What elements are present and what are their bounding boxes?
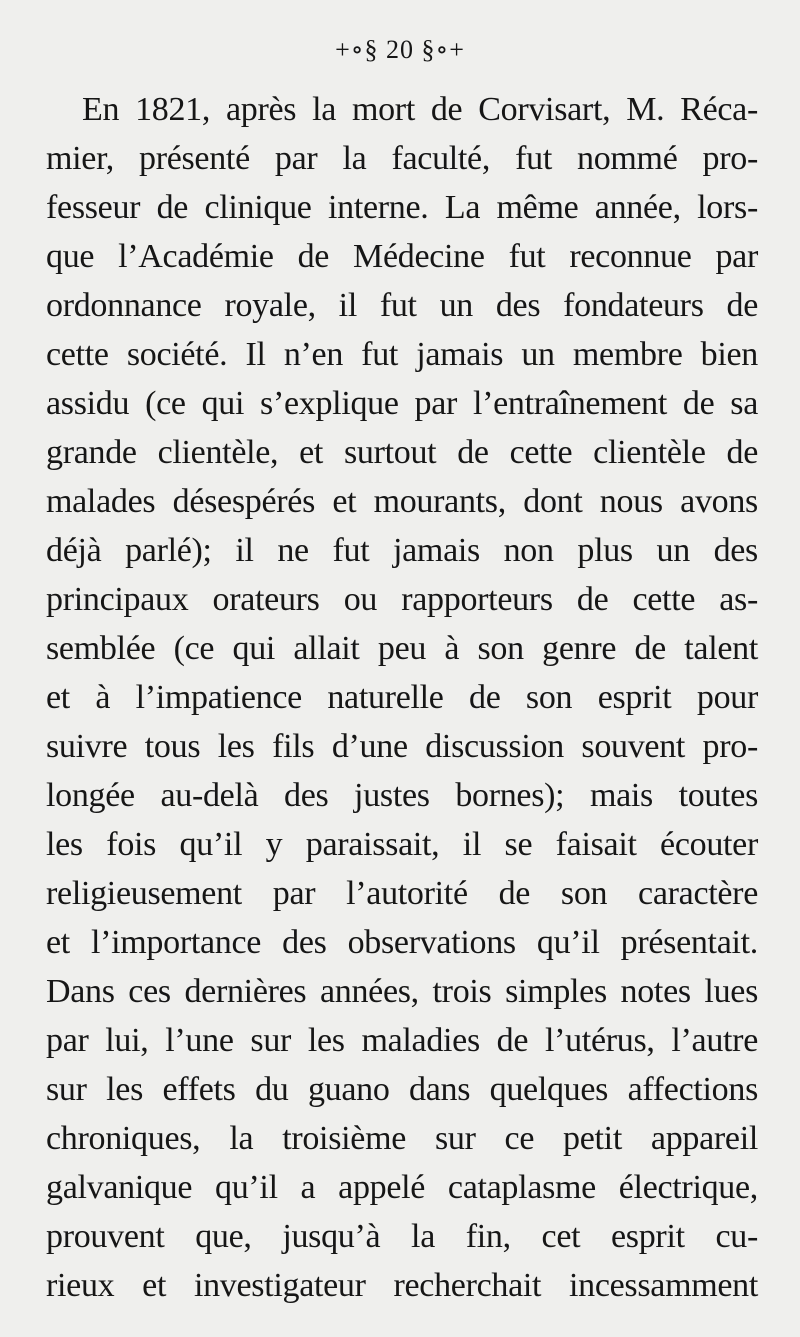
text-line: suivre tous les fils d’une discussion souvent pro- [46,728,758,765]
text-line: déjà parlé); il ne fut jamais non plus un des [46,532,758,569]
text-line: grande clientèle, et surtout de cette clientèle de [46,434,758,471]
text-line: principaux orateurs ou rapporteurs de cette as- [46,581,758,618]
text-line: par lui, l’une sur les maladies de l’utérus, l’autre [46,1022,758,1059]
body-text [46,85,758,1310]
text-line: sur les effets du guano dans quelques affections [46,1071,758,1108]
text-line: En 1821, après la mort de Corvisart, M. Réca- [82,91,758,128]
text-line: longée au-delà des justes bornes); mais toutes [46,777,758,814]
text-line: galvanique qu’il a appelé cataplasme électrique, [46,1169,758,1206]
text-line: semblée (ce qui allait peu à son genre de talent [46,630,758,667]
text-line: les fois qu’il y paraissait, il se faisait écouter [46,826,758,863]
text-line: malades désespérés et mourants, dont nous avons [46,483,758,520]
text-line: que l’Académie de Médecine fut reconnue par [46,238,758,275]
text-line: mier, présenté par la faculté, fut nommé pro- [46,140,758,177]
text-line: prouvent que, jusqu’à la fin, cet esprit cu- [46,1218,758,1255]
text-line: Dans ces dernières années, trois simples notes lues [46,973,758,1010]
text-line: cette société. Il n’en fut jamais un membre bien [46,336,758,373]
text-line: chroniques, la troisième sur ce petit appareil [46,1120,758,1157]
text-line: et à l’impatience naturelle de son esprit pour [46,679,758,716]
page-number-header: +∘§ 20 §∘+ [335,35,465,64]
text-line: ordonnance royale, il fut un des fondateurs de [46,287,758,324]
text-line: rieux et investigateur recherchait incessamment [46,1267,758,1304]
text-line: fesseur de clinique interne. La même année, lors- [46,189,758,226]
text-line: religieusement par l’autorité de son caractère [46,875,758,912]
text-line: assidu (ce qui s’explique par l’entraînement de sa [46,385,758,422]
text-line: et l’importance des observations qu’il présentait. [46,924,758,961]
